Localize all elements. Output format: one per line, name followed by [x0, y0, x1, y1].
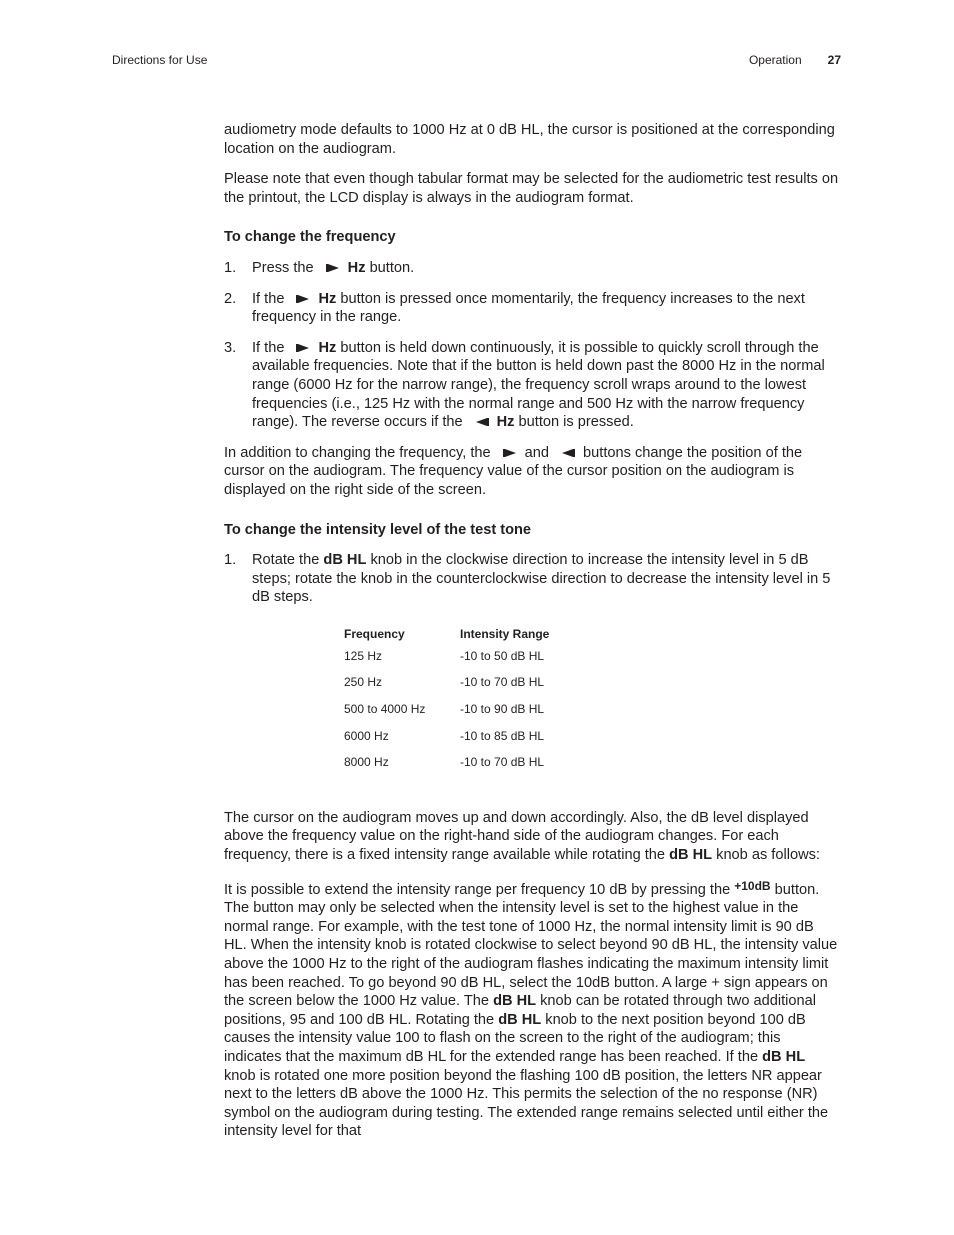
list-item: 1. Rotate the dB HL knob in the clockwise direction to increase the intensity level in 5 dB steps; rotate the knob in the counterclockwise direction to decrease the intensity level in 5 dB steps. [224, 552, 831, 606]
table-cell: 125 Hz [344, 648, 383, 663]
table-row [344, 727, 549, 754]
table-cell: 500 to 4000 Hz [344, 702, 426, 717]
column-header: Intensity Range [460, 626, 550, 641]
frequency-down-icon [561, 448, 575, 458]
list-item: 2. If the Hz button is pressed once momentarily, the frequency increases to the next frequency in the range. [224, 290, 805, 326]
bold-term: dB HL [498, 1011, 542, 1028]
list-number: 3. [224, 339, 237, 356]
frequency-up-icon [326, 263, 340, 273]
frequency-up-icon [503, 448, 517, 458]
table-cell: -10 to 90 dB HL [460, 702, 545, 717]
bold-term: dB HL [323, 552, 367, 569]
table-cell: -10 to 70 dB HL [460, 755, 545, 770]
list-item: 1. Press the Hz button. [224, 259, 415, 276]
paragraph: audiometry mode defaults to 1000 Hz at 0 dB HL, the cursor is positioned at the corresponding location on the audiogram. [224, 122, 835, 157]
bold-term: Hz [318, 290, 337, 307]
table-cell: 8000 Hz [344, 755, 389, 770]
page-number: 27 [827, 53, 841, 67]
table-cell: -10 to 70 dB HL [460, 675, 545, 690]
table-cell: 6000 Hz [344, 728, 389, 743]
list-item: 3. If the Hz button is held down continuously, it is possible to quickly scroll through the available frequencies. Note that if the button is held down past the 8000 Hz in the normal range (6000 Hz for the narrow range), the frequency scroll wraps around to the lowest frequencies (i.e., 125 Hz with the normal range and 500 Hz with the narrow frequency range). The reverse occurs if the Hz button is pressed. [224, 339, 825, 431]
table-cell: 250 Hz [344, 675, 383, 690]
plus-10db-button-label: +10dB [734, 878, 771, 893]
list-number: 2. [224, 290, 237, 307]
table-cell: -10 to 50 dB HL [460, 648, 545, 663]
intensity-range-table [344, 625, 840, 780]
bold-term: Hz [347, 259, 366, 276]
frequency-down-icon [475, 417, 489, 427]
bold-term: dB HL [493, 993, 537, 1010]
section-heading-frequency: To change the frequency [224, 229, 396, 246]
table-row [344, 673, 549, 700]
frequency-up-icon [296, 343, 310, 353]
bold-term: Hz [496, 414, 515, 431]
paragraph: The cursor on the audiogram moves up and down accordingly. Also, the dB level displayed above the frequency value on the right-hand side of the audiogram changes. For each frequency, there is a fixed intensity range available while rotating the dB HL knob as follows: [224, 809, 820, 864]
table-row [344, 700, 549, 727]
list-number: 1. [224, 552, 237, 569]
paragraph: In addition to changing the frequency, the and buttons change the position of the cursor on the audiogram. The frequency value of the cursor position on the audiogram is displayed on the right side of the screen. [224, 444, 803, 498]
page-body [224, 121, 840, 1141]
paragraph: It is possible to extend the intensity range per frequency 10 dB by pressing the $^{+10dB}$ button. The button may only be selected when the intensity level is set to the highest value in the normal range. For example, with the test tone of 1000 Hz, the normal intensity limit is 90 dB HL. When the intensity knob is rotated clockwise to select beyond 90 dB HL, the intensity value above the 1000 Hz to the right of the audiogram flashes indicating the maximum intensity limit has been reached. To go beyond 90 dB HL, select the 10dB button. A large + sign appears on the screen below the 1000 Hz value. The dB HL knob can be rotated through two additional positions, 95 and 100 dB HL. Rotating the dB HL knob to the next position beyond 100 dB causes the intensity value 100 to flash on the screen to the right of the audiogram; this indicates that the maximum dB HL for the extended range has been reached. If the dB HL knob is rotated one more position beyond the flashing 100 dB position, the letters NR appear next to the letters dB above the 1000 Hz. This permits the selection of the no response (NR) symbol on the audiogram during testing. The extended range remains selected until either the intensity level for that [224, 878, 838, 1140]
running-header-right [749, 53, 841, 67]
section-heading-intensity: To change the intensity level of the test tone [224, 521, 532, 538]
paragraph: Please note that even though tabular format may be selected for the audiometric test results on the printout, the LCD display is always in the audiogram format. [224, 171, 839, 206]
table-header-row [344, 625, 549, 647]
running-header-title: Directions for Use [112, 53, 208, 67]
bold-term: dB HL [669, 847, 713, 864]
table-row [344, 753, 549, 780]
table-cell: -10 to 85 dB HL [460, 728, 545, 743]
column-header: Frequency [344, 626, 405, 641]
table-row [344, 647, 549, 674]
section-name: Operation [748, 53, 802, 67]
list-number: 1. [224, 259, 237, 276]
bold-term: Hz [318, 339, 337, 356]
frequency-up-icon [296, 294, 310, 304]
bold-term: dB HL [762, 1048, 806, 1065]
